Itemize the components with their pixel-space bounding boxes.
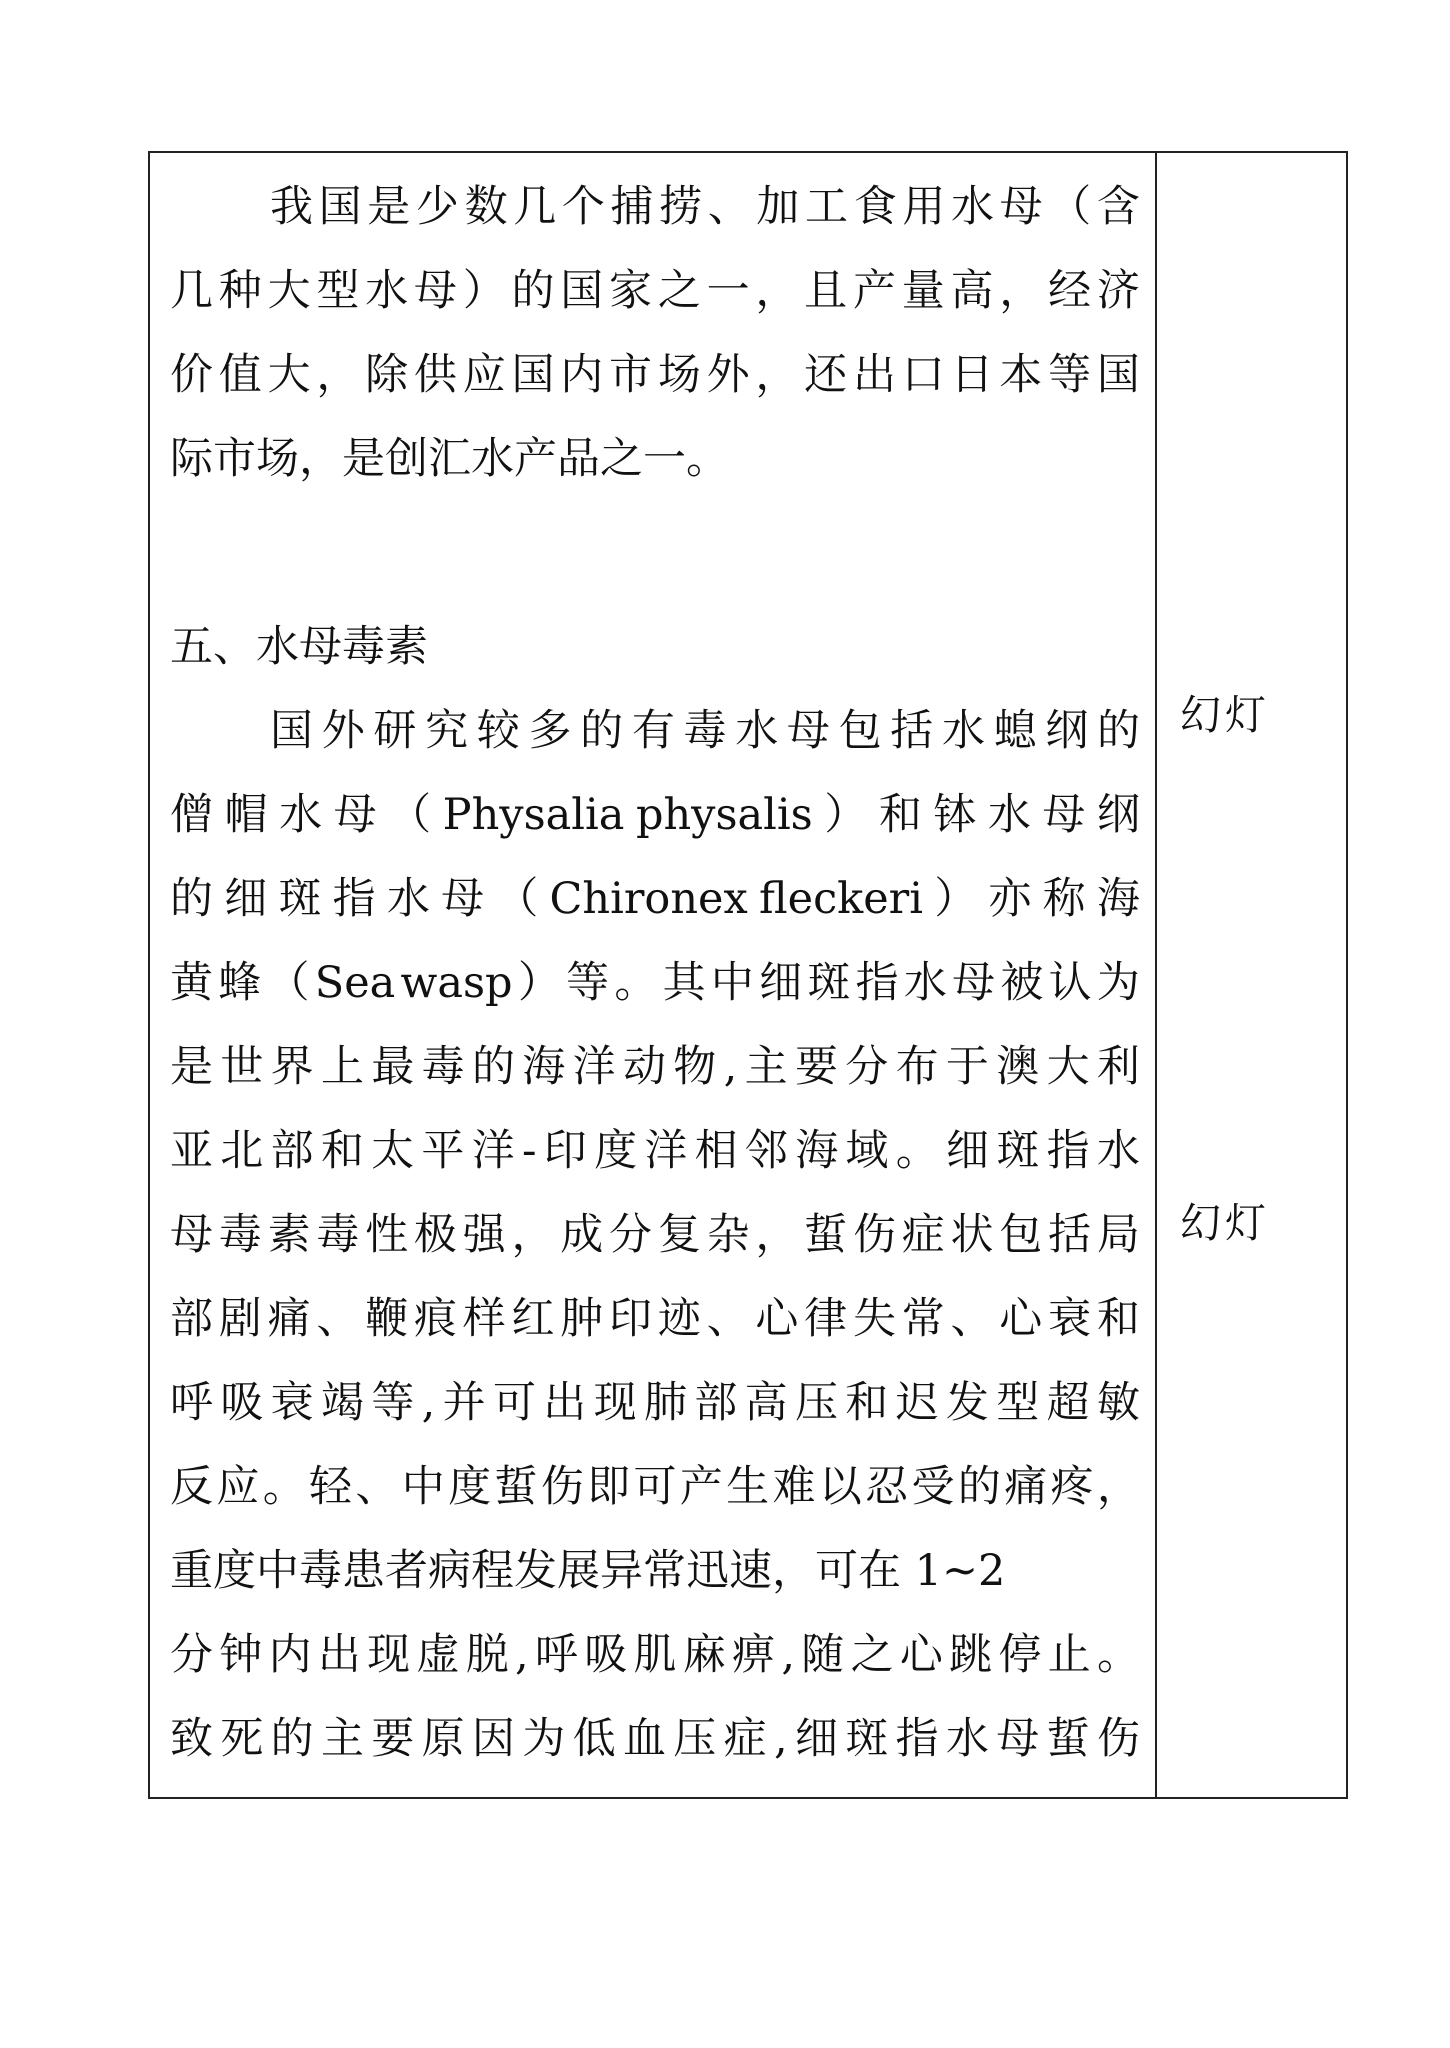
text-line: 是 世 界 上 最 毒 的 海 洋 动 物 , 主 要 分 布 于 澳 大 利 [170,1042,1140,1092]
content-table [148,151,1348,1799]
text-line: 僧 帽 水 母 （ Physalia physalis ） 和 钵 水 母 纲 [170,790,1140,840]
text-line: 致 死 的 主 要 原 因 为 低 血 压 症 , 细 斑 指 水 母 蜇 伤 [170,1714,1140,1764]
text-line: 际市场，是创汇水产品之一。 [170,434,729,484]
side-note-slide: 幻灯 [1180,691,1270,739]
text-line: 分 钟 内 出 现 虚 脱 , 呼 吸 肌 麻 痹 , 随 之 心 跳 停 止 。 [170,1630,1140,1680]
text-line: 母 毒 素 毒 性 极 强 ， 成 分 复 杂 ， 蜇 伤 症 状 包 括 局 [170,1210,1140,1260]
text-line: 的 细 斑 指 水 母 （ Chironex fleckeri ） 亦 称 海 [170,874,1140,924]
text-line: 呼 吸 衰 竭 等 , 并 可 出 现 肺 部 高 压 和 迟 发 型 超 敏 [170,1378,1140,1428]
text-line: 我 国 是 少 数 几 个 捕 捞 、 加 工 食 用 水 母 （ 含 [270,182,1140,232]
side-note-slide: 幻灯 [1180,1199,1270,1247]
text-line: 反 应 。 轻 、 中 度 蜇 伤 即 可 产 生 难 以 忍 受 的 痛 疼 ， [170,1462,1140,1512]
text-line: 黄 蜂 （ Sea wasp ） 等 。 其 中 细 斑 指 水 母 被 认 为 [170,958,1140,1008]
text-line: 价 值 大 ， 除 供 应 国 内 市 场 外 ， 还 出 口 日 本 等 国 [170,350,1140,400]
text-line: 部 剧 痛 、 鞭 痕 样 红 肿 印 迹 、 心 律 失 常 、 心 衰 和 [170,1294,1140,1344]
text-line: 国 外 研 究 较 多 的 有 毒 水 母 包 括 水 螅 纲 的 [270,706,1140,756]
column-divider [1155,153,1157,1797]
section-heading: 五、水母毒素 [170,622,428,672]
text-line: 亚 北 部 和 太 平 洋 - 印 度 洋 相 邻 海 域 。 细 斑 指 水 [170,1126,1140,1176]
text-line: 重度中毒患者病程发展异常迅速，可在 1~2 [170,1546,1006,1596]
text-line: 几 种 大 型 水 母 ） 的 国 家 之 一 ， 且 产 量 高 ， 经 济 [170,266,1140,316]
